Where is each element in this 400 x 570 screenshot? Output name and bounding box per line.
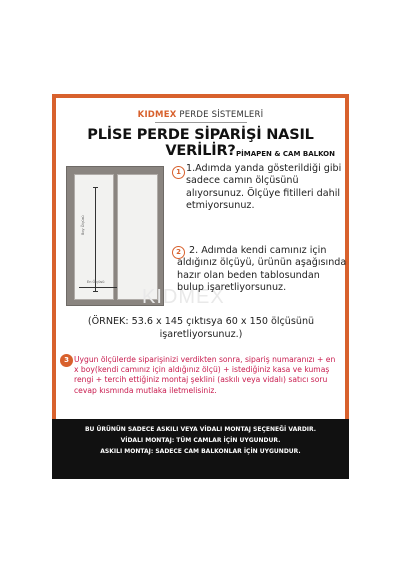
watermark: KIDMEX [142,286,225,308]
footer-line-2: VİDALI MONTAJ: TÜM CAMLAR İÇİN UYGUNDUR. [120,437,281,444]
window-pane-right [117,174,158,300]
height-label: Boy Ölçüsü [81,215,85,235]
step-3-badge: 3 [60,354,73,367]
step-1-badge: 1 [172,166,185,179]
width-measure-line [79,287,117,288]
width-label: En Ölçüsü [87,280,105,284]
step-2-text [177,245,347,295]
example-note: (ÖRNEK: 53.6 x 145 çıktısya 60 x 150 ölçüsünü işaretliyorsunuz.) [87,316,315,340]
footer-line-1: BU ÜRÜNÜN SADECE ASKILI VEYA VİDALI MONTAJ SEÇENEĞİ VARDIR. [84,426,317,433]
mounting-info-footer [52,419,349,479]
brand-header [52,110,349,120]
step-2-badge: 2 [172,246,185,259]
step-2-body: 2. Adımda kendi camınız için aldığınız ölçüyü, ürünün aşağısında hazır olan beden tablosundan bulup işaretliyorsunuz. [177,245,347,294]
page-title: PLİSE PERDE SİPARİŞİ NASIL VERİLİR? [87,127,314,159]
step-1-text: 1.Adımda yanda gösterildiği gibi sadece camın ölçüsünü alıyorsunuz. Ölçüye fitilleri dahil etmiyorsunuz. [186,163,342,212]
step-3-text: Uygun ölçülerde siparişinizi verdikten sonra, sipariş numaranızı + en x boy(kendi camınız için aldığınız ölçü) + istediğiniz kasa ve kumaş rengi + tercih ettiğiniz montaj şeklini (askılı veya vidalı) satıcı soru cevap kısmında mutlaka iletmelisiniz. [74,355,336,395]
window-diagram [66,166,164,306]
brand-underline [155,122,247,123]
brand-name: KIDMEX [137,110,177,120]
brand-suffix: PERDE SİSTEMLERİ [176,110,264,120]
window-pane-left [74,174,114,300]
height-measure-line [95,187,96,292]
page-subtitle: PİMAPEN & CAM BALKON [236,150,335,158]
footer-line-3: ASKILI MONTAJ: SADECE CAM BALKONLAR İÇİN UYGUNDUR. [100,448,301,455]
